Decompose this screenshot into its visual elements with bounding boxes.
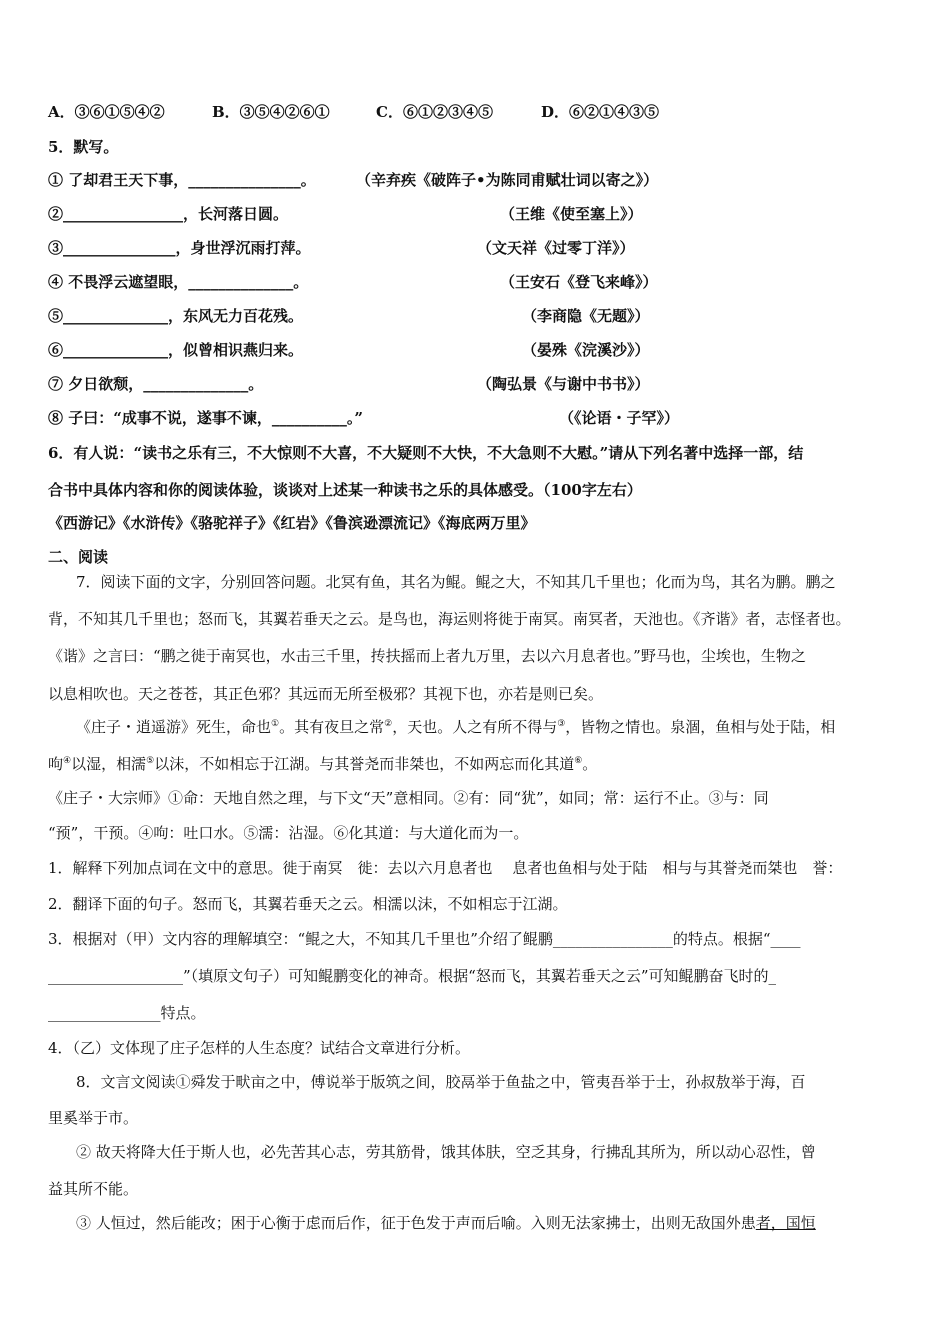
q7-subquestion-2: 2．翻译下面的句子。怒而飞，其翼若垂天之云。相濡以沫，不如相忘于江湖。 bbox=[48, 895, 568, 913]
q7-passage-line-1: 7．阅读下面的文字，分别回答问题。北冥有鱼，其名为鲲。鲲之大，不知其几千里也；化而为鸟，其名为鹏。鹏之 bbox=[76, 573, 836, 591]
section-reading-title: 二、阅读 bbox=[48, 548, 109, 566]
q7-subquestion-3-line-3: _______________特点。 bbox=[48, 1004, 206, 1022]
underlined-phrase: 者，国恒 bbox=[755, 1214, 816, 1232]
q5-item-5-source: （李商隐《无题》） bbox=[522, 307, 650, 325]
q7-subquestion-4: 4．（乙）文体现了庄子怎样的人生态度？试结合文章进行分析。 bbox=[48, 1039, 471, 1057]
q4-option-c: C．⑥①②③④⑤ bbox=[376, 103, 493, 121]
q8-passage2-line-2: 益其所不能。 bbox=[48, 1180, 139, 1198]
q5-item-8: ⑧ 子曰：“成事不说，遂事不谏，__________。” bbox=[48, 409, 363, 427]
q7-passage2-line-1: 《庄子・逍遥游》死生，命也①。其有夜旦之常②，天也。人之有所不得与③，皆物之情也。泉涸，鱼相与处于陆，相 bbox=[76, 718, 836, 736]
q7-passage-line-3: 《谐》之言曰：“鹏之徙于南冥也，水击三千里，抟扶摇而上者九万里，去以六月息者也。”野马也，尘埃也，生物之 bbox=[48, 647, 806, 665]
q5-item-4: ④ 不畏浮云遮望眼，______________。 bbox=[48, 273, 309, 291]
q8-passage1-line-2: 里奚举于市。 bbox=[48, 1109, 139, 1127]
q8-passage3-line-1: ③ 人恒过，然后能改；困于心衡于虑而后作，征于色发于声而后喻。入则无法家拂士，出则无敌国外患者，国恒 bbox=[76, 1214, 816, 1232]
q7-subquestion-3-line-1: 3．根据对（甲）文内容的理解填空：“鲲之大，不知其几千里也”介绍了鲲鹏________________的特点。根据“____ bbox=[48, 930, 801, 948]
q5-item-7: ⑦ 夕日欲颓，______________。 bbox=[48, 375, 264, 393]
q6-line-1: 6．有人说：“读书之乐有三，不大惊则不大喜，不大疑则不大快，不大急则不大慰。”请从下列名著中选择一部，结 bbox=[48, 444, 804, 462]
q4-option-a: A．③⑥①⑤④② bbox=[48, 103, 165, 121]
q5-item-2-source: （王维《使至塞上》） bbox=[500, 205, 643, 223]
q5-item-4-source: （王安石《登飞来峰》） bbox=[500, 273, 658, 291]
q7-notes-line-2: “预”，干预。④呴：吐口水。⑤濡：沾湿。⑥化其道：与大道化而为一。 bbox=[48, 824, 529, 842]
q7-passage-line-4: 以息相吹也。天之苍苍，其正色邪？其远而无所至极邪？其视下也，亦若是则已矣。 bbox=[48, 685, 604, 703]
q4-option-b: B．③⑤④②⑥① bbox=[212, 103, 330, 121]
q5-item-6-source: （晏殊《浣溪沙》） bbox=[522, 341, 650, 359]
q7-subquestion-3-line-2: __________________”（填原文句子）可知鲲鹏变化的神奇。根据“怒而飞，其翼若垂天之云”可知鲲鹏奋飞时的_ bbox=[48, 967, 777, 985]
q5-title: 5．默写。 bbox=[48, 138, 119, 156]
q7-subquestion-1: 1．解释下列加点词在文中的意思。徙于南冥 徙：去以六月息者也 息者也鱼相与处于陆 相与与其誉尧而桀也 誉： bbox=[48, 859, 843, 877]
q7-notes-line-1: 《庄子・大宗师》①命：天地自然之理，与下文“天”意相同。②有：同“犹”，如同；常：运行不止。③与：同 bbox=[48, 789, 769, 807]
q7-passage-line-2: 背，不知其几千里也；怒而飞，其翼若垂天之云。是鸟也，海运则将徙于南冥。南冥者，天池也。《齐谐》者，志怪者也。 bbox=[48, 610, 851, 628]
q5-item-1-source: （辛弃疾《破阵子•为陈同甫赋壮词以寄之》） bbox=[356, 171, 659, 189]
q5-item-3-source: （文天祥《过零丁洋》） bbox=[477, 239, 635, 257]
q6-book-list: 《西游记》《水浒传》《骆驼祥子》《红岩》《鲁滨逊漂流记》《海底两万里》 bbox=[48, 514, 536, 532]
q7-passage2-line-2: 呴④以湿，相濡⑤以沫，不如相忘于江湖。与其誉尧而非桀也，不如两忘而化其道⑥。 bbox=[48, 755, 598, 773]
q5-item-8-source: （《论语・子罕》） bbox=[559, 409, 680, 427]
q5-item-7-source: （陶弘景《与谢中书书》） bbox=[477, 375, 650, 393]
q5-item-2: ②________________，长河落日圆。 bbox=[48, 205, 289, 223]
q4-option-d: D．⑥②①④③⑤ bbox=[541, 103, 660, 121]
q5-item-1: ① 了却君王天下事，_______________。 bbox=[48, 171, 316, 189]
q8-passage1-line-1: 8．文言文阅读①舜发于畎亩之中，傅说举于版筑之间，胶鬲举于鱼盐之中，管夷吾举于士，孙叔敖举于海，百 bbox=[76, 1073, 806, 1091]
q5-item-3: ③_______________，身世浮沉雨打萍。 bbox=[48, 239, 311, 257]
q5-item-6: ⑥______________，似曾相识燕归来。 bbox=[48, 341, 304, 359]
q6-line-2: 合书中具体内容和你的阅读体验，谈谈对上述某一种读书之乐的具体感受。（100字左右） bbox=[48, 481, 642, 499]
q5-item-5: ⑤______________，东风无力百花残。 bbox=[48, 307, 304, 325]
q8-passage2-line-1: ② 故天将降大任于斯人也，必先苦其心志，劳其筋骨，饿其体肤，空乏其身，行拂乱其所为，所以动心忍性，曾 bbox=[76, 1143, 816, 1161]
